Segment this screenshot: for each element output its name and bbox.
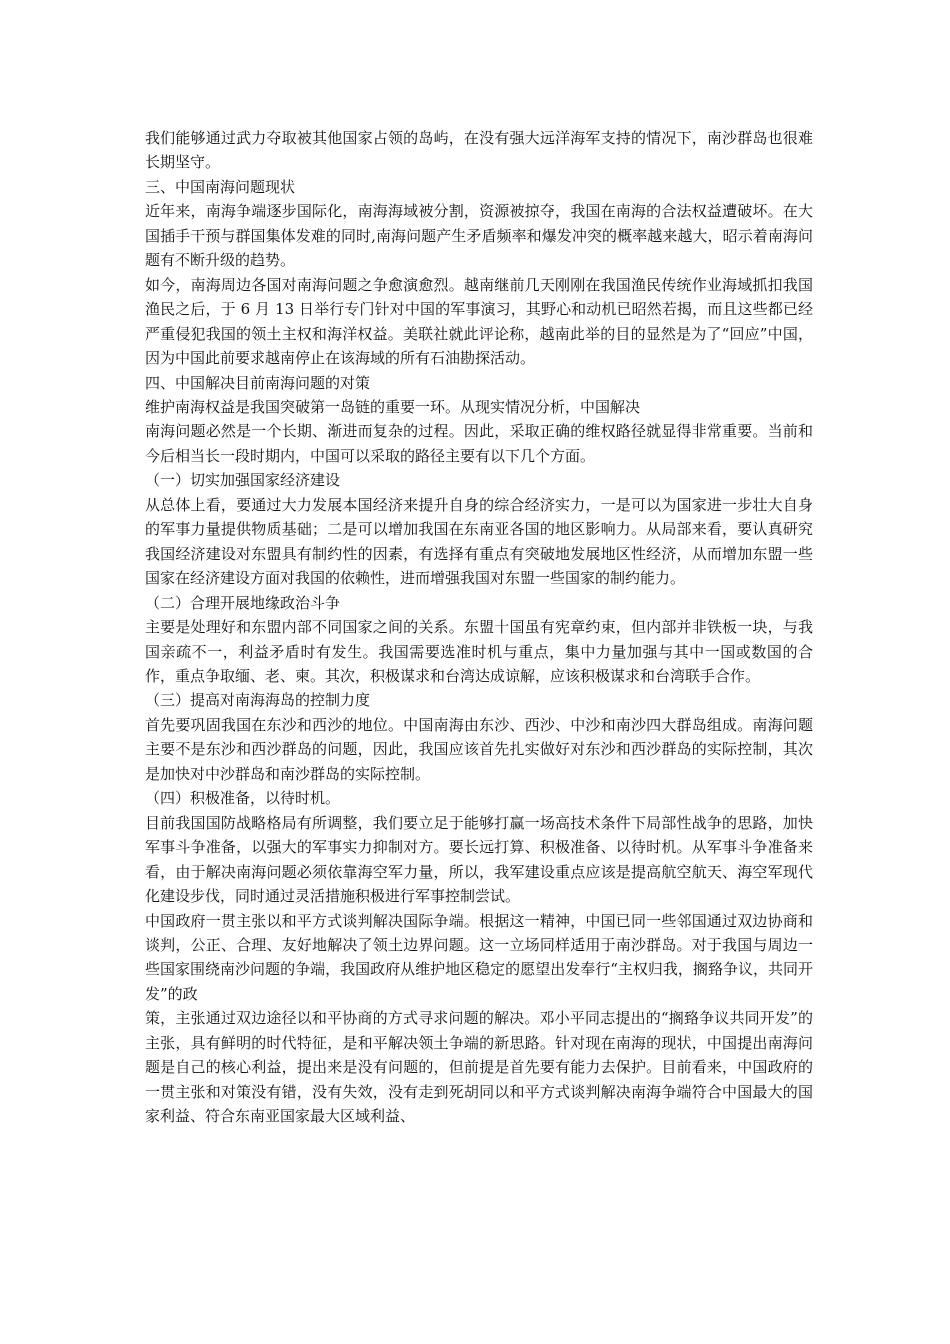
subheading-1: （一）切实加强国家经济建设 [145, 471, 341, 490]
paragraph: 近年来，南海争端逐步国际化，南海海域被分割，资源被掠夺，我国在南海的合法权益遭破坏。在大国插手干预与群国集体发难的同时,南海问题产生矛盾频率和爆发冲突的概率越来越大，昭示着南海问题有不断升级的趋势。 [145, 202, 813, 270]
paragraph: 策，主张通过双边途径以和平协商的方式寻求问题的解决。邓小平同志提出的“搁臵争议共同开发”的主张，具有鲜明的时代特征，是和平解决领土争端的新思路。针对现在南海的现状，中国提出南海问题是自己的核心利益，提出来是没有问题的，但前提是首先要有能力去保护。目前看来，中国政府的一贯主张和对策没有错，没有失效，没有走到死胡同以和平方式谈判解决南海争端符合中国最大的国家利益、符合东南亚国家最大区域利益、 [145, 1009, 813, 1126]
document-body [145, 126, 813, 1129]
paragraph: 如今，南海周边各国对南海问题之争愈演愈烈。越南继前几天刚刚在我国渔民传统作业海域抓扣我国渔民之后，于 6 月 13 日举行专门针对中国的军事演习，其野心和动机已昭然若揭，而且这些都已经严重侵犯我国的领土主权和海洋权益。美联社就此评论称，越南此举的目的显然是为了“回应”中国，因为中国此前要求越南停止在该海域的所有石油勘探活动。 [145, 275, 813, 368]
paragraph: 从总体上看，要通过大力发展本国经济来提升自身的综合经济实力，一是可以为国家进一步壮大自身的军事力量提供物质基础；二是可以增加我国在东南亚各国的地区影响力。从局部来看，要认真研究我国经济建设对东盟具有制约性的因素，有选择有重点有突破地发展地区性经济，从而增加东盟一些国家在经济建设方面对我国的依赖性，进而增强我国对东盟一些国家的制约能力。 [145, 495, 813, 588]
paragraph: 主要是处理好和东盟内部不同国家之间的关系。东盟十国虽有宪章约束，但内部并非铁板一块，与我国亲疏不一，利益矛盾时有发生。我国需要选准时机与重点，集中力量加强与其中一国或数国的合作，重点争取缅、老、柬。其次，积极谋求和台湾达成谅解，应该积极谋求和台湾联手合作。 [145, 618, 813, 685]
subheading-3: （三）提高对南海海岛的控制力度 [145, 691, 371, 710]
paragraph: 中国政府一贯主张以和平方式谈判解决国际争端。根据这一精神，中国已同一些邻国通过双边协商和谈判，公正、合理、友好地解决了领土边界问题。这一立场同样适用于南沙群岛。对于我国与周边一些国家围绕南沙问题的争端，我国政府从维护地区稳定的愿望出发奉行“主权归我，搁臵争议，共同开发”的政 [145, 911, 813, 1003]
paragraph: 首先要巩固我国在东沙和西沙的地位。中国南海由东沙、西沙、中沙和南沙四大群岛组成。南海问题主要不是东沙和西沙群岛的问题，因此，我国应该首先扎实做好对东沙和西沙群岛的实际控制，其次是加快对中沙群岛和南沙群岛的实际控制。 [145, 715, 813, 783]
paragraph: 维护南海权益是我国突破第一岛链的重要一环。从现实情况分析，中国解决 [145, 397, 641, 416]
subheading-2: （二）合理开展地缘政治斗争 [145, 593, 341, 612]
paragraph: 目前我国国防战略格局有所调整，我们要立足于能够打赢一场高技术条件下局部性战争的思路，加快军事斗争准备，以强大的军事实力抑制对方。要长远打算、积极准备、以待时机。从军事斗争准备来看，由于解决南海问题必须依靠海空军力量，所以，我军建设重点应该是提高航空航天、海空军现代化建设步伐，同时通过灵活措施积极进行军事控制尝试。 [145, 813, 813, 906]
section-heading-4: 四、中国解决目前南海问题的对策 [145, 373, 371, 392]
paragraph-continuation: 我们能够通过武力夺取被其他国家占领的岛屿，在没有强大远洋海军支持的情况下，南沙群岛也很难长期坚守。 [145, 129, 813, 172]
section-heading-3: 三、中国南海问题现状 [145, 177, 296, 196]
subheading-4: （四）积极准备，以待时机。 [145, 789, 341, 808]
paragraph: 南海问题必然是一个长期、渐进而复杂的过程。因此，采取正确的维权路径就显得非常重要。当前和今后相当长一段时期内，中国可以采取的路径主要有以下几个方面。 [145, 422, 813, 465]
